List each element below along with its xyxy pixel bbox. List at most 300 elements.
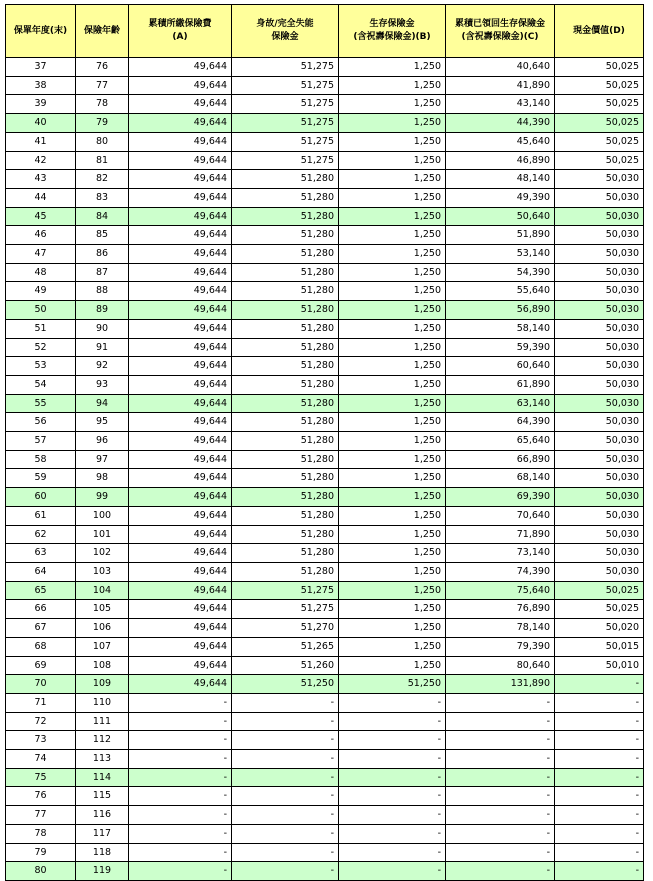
cell-cash-value: - bbox=[555, 693, 644, 712]
cell-death-benefit: 51,280 bbox=[232, 245, 339, 264]
cell-cash-value: 50,030 bbox=[555, 544, 644, 563]
cell-insured-age: 95 bbox=[76, 413, 129, 432]
cell-policy-year: 50 bbox=[6, 301, 76, 320]
cell-cash-value: 50,030 bbox=[555, 450, 644, 469]
cell-cumulative-survival-benefit: - bbox=[446, 750, 555, 769]
cell-cumulative-survival-benefit: - bbox=[446, 768, 555, 787]
cell-death-benefit: 51,280 bbox=[232, 357, 339, 376]
table-row bbox=[6, 862, 644, 881]
cell-survival-benefit: 1,250 bbox=[339, 263, 446, 282]
table-row bbox=[6, 806, 644, 825]
table-row bbox=[6, 319, 644, 338]
table-row bbox=[6, 301, 644, 320]
cell-policy-year: 68 bbox=[6, 637, 76, 656]
cell-cash-value: - bbox=[555, 806, 644, 825]
table-row bbox=[6, 95, 644, 114]
cell-death-benefit: 51,280 bbox=[232, 562, 339, 581]
cell-cumulative-premium: 49,644 bbox=[129, 600, 232, 619]
cell-policy-year: 41 bbox=[6, 132, 76, 151]
header-row bbox=[6, 5, 644, 58]
cell-death-benefit: 51,275 bbox=[232, 581, 339, 600]
cell-survival-benefit: - bbox=[339, 693, 446, 712]
cell-cumulative-survival-benefit: - bbox=[446, 787, 555, 806]
cell-cumulative-premium: - bbox=[129, 824, 232, 843]
table-row bbox=[6, 656, 644, 675]
cell-cash-value: - bbox=[555, 731, 644, 750]
cell-policy-year: 37 bbox=[6, 58, 76, 77]
cell-cumulative-survival-benefit: - bbox=[446, 731, 555, 750]
cell-survival-benefit: 1,250 bbox=[339, 432, 446, 451]
cell-cumulative-premium: 49,644 bbox=[129, 488, 232, 507]
cell-policy-year: 63 bbox=[6, 544, 76, 563]
header-cash-value: 現金價值(D) bbox=[555, 5, 644, 58]
cell-cumulative-survival-benefit: 79,390 bbox=[446, 637, 555, 656]
cell-insured-age: 92 bbox=[76, 357, 129, 376]
cell-survival-benefit: - bbox=[339, 843, 446, 862]
cell-death-benefit: 51,275 bbox=[232, 114, 339, 133]
cell-death-benefit: 51,265 bbox=[232, 637, 339, 656]
table-row bbox=[6, 76, 644, 95]
cell-cumulative-premium: 49,644 bbox=[129, 413, 232, 432]
cell-cash-value: 50,030 bbox=[555, 338, 644, 357]
cell-policy-year: 42 bbox=[6, 151, 76, 170]
cell-policy-year: 54 bbox=[6, 375, 76, 394]
cell-cumulative-survival-benefit: 59,390 bbox=[446, 338, 555, 357]
cell-cumulative-premium: 49,644 bbox=[129, 469, 232, 488]
cell-death-benefit: 51,280 bbox=[232, 469, 339, 488]
cell-cash-value: 50,010 bbox=[555, 656, 644, 675]
cell-survival-benefit: 51,250 bbox=[339, 675, 446, 694]
table-row bbox=[6, 787, 644, 806]
cell-cumulative-premium: 49,644 bbox=[129, 319, 232, 338]
cell-cumulative-survival-benefit: 75,640 bbox=[446, 581, 555, 600]
table-row bbox=[6, 562, 644, 581]
cell-cash-value: 50,025 bbox=[555, 132, 644, 151]
table-row bbox=[6, 525, 644, 544]
cell-policy-year: 40 bbox=[6, 114, 76, 133]
cell-policy-year: 45 bbox=[6, 207, 76, 226]
cell-cumulative-premium: - bbox=[129, 806, 232, 825]
table-row bbox=[6, 207, 644, 226]
table-row bbox=[6, 114, 644, 133]
cell-cumulative-premium: 49,644 bbox=[129, 357, 232, 376]
cell-cumulative-survival-benefit: 44,390 bbox=[446, 114, 555, 133]
cell-cumulative-premium: - bbox=[129, 768, 232, 787]
cell-survival-benefit: - bbox=[339, 731, 446, 750]
table-top-row-section bbox=[6, 58, 644, 77]
cell-cumulative-premium: 49,644 bbox=[129, 282, 232, 301]
table-row bbox=[6, 58, 644, 77]
cell-cumulative-premium: 49,644 bbox=[129, 188, 232, 207]
cell-policy-year: 53 bbox=[6, 357, 76, 376]
cell-survival-benefit: 1,250 bbox=[339, 394, 446, 413]
cell-death-benefit: - bbox=[232, 693, 339, 712]
cell-policy-year: 43 bbox=[6, 170, 76, 189]
cell-insured-age: 91 bbox=[76, 338, 129, 357]
table-row bbox=[6, 394, 644, 413]
table-row bbox=[6, 768, 644, 787]
cell-cash-value: 50,030 bbox=[555, 319, 644, 338]
cell-survival-benefit: 1,250 bbox=[339, 282, 446, 301]
cell-insured-age: 86 bbox=[76, 245, 129, 264]
cell-insured-age: 107 bbox=[76, 637, 129, 656]
cell-survival-benefit: 1,250 bbox=[339, 357, 446, 376]
cell-cash-value: 50,030 bbox=[555, 525, 644, 544]
cell-cumulative-survival-benefit: - bbox=[446, 824, 555, 843]
cell-survival-benefit: 1,250 bbox=[339, 338, 446, 357]
table-row bbox=[6, 750, 644, 769]
cell-policy-year: 58 bbox=[6, 450, 76, 469]
table-row bbox=[6, 226, 644, 245]
cell-cash-value: 50,025 bbox=[555, 114, 644, 133]
cell-cumulative-premium: 49,644 bbox=[129, 581, 232, 600]
header-death-benefit: 身故/完全失能 保險金 bbox=[232, 5, 339, 58]
cell-cumulative-premium: - bbox=[129, 843, 232, 862]
table-row bbox=[6, 731, 644, 750]
cell-insured-age: 76 bbox=[76, 58, 129, 77]
cell-death-benefit: 51,280 bbox=[232, 525, 339, 544]
cell-cumulative-premium: 49,644 bbox=[129, 245, 232, 264]
cell-insured-age: 109 bbox=[76, 675, 129, 694]
cell-cumulative-premium: - bbox=[129, 712, 232, 731]
cell-survival-benefit: 1,250 bbox=[339, 226, 446, 245]
table-row bbox=[6, 413, 644, 432]
cell-death-benefit: - bbox=[232, 768, 339, 787]
header-insured-age: 保險年齡 bbox=[76, 5, 129, 58]
cell-cash-value: - bbox=[555, 712, 644, 731]
cell-cumulative-survival-benefit: - bbox=[446, 693, 555, 712]
table-row bbox=[6, 637, 644, 656]
cell-survival-benefit: 1,250 bbox=[339, 488, 446, 507]
cell-survival-benefit: 1,250 bbox=[339, 151, 446, 170]
cell-cumulative-survival-benefit: 68,140 bbox=[446, 469, 555, 488]
cell-policy-year: 69 bbox=[6, 656, 76, 675]
cell-cumulative-survival-benefit: 41,890 bbox=[446, 76, 555, 95]
cell-survival-benefit: 1,250 bbox=[339, 245, 446, 264]
cell-cumulative-premium: 49,644 bbox=[129, 432, 232, 451]
cell-insured-age: 94 bbox=[76, 394, 129, 413]
cell-cash-value: - bbox=[555, 862, 644, 881]
cell-death-benefit: 51,280 bbox=[232, 413, 339, 432]
cell-policy-year: 77 bbox=[6, 806, 76, 825]
cell-insured-age: 81 bbox=[76, 151, 129, 170]
cell-policy-year: 67 bbox=[6, 619, 76, 638]
cell-policy-year: 55 bbox=[6, 394, 76, 413]
cell-policy-year: 71 bbox=[6, 693, 76, 712]
cell-insured-age: 87 bbox=[76, 263, 129, 282]
cell-cash-value: 50,030 bbox=[555, 469, 644, 488]
cell-cumulative-premium: 49,644 bbox=[129, 450, 232, 469]
cell-policy-year: 64 bbox=[6, 562, 76, 581]
cell-insured-age: 101 bbox=[76, 525, 129, 544]
table-body bbox=[6, 76, 644, 880]
cell-survival-benefit: 1,250 bbox=[339, 562, 446, 581]
cell-survival-benefit: 1,250 bbox=[339, 581, 446, 600]
cell-death-benefit: 51,280 bbox=[232, 301, 339, 320]
table-row bbox=[6, 151, 644, 170]
cell-insured-age: 110 bbox=[76, 693, 129, 712]
cell-insured-age: 84 bbox=[76, 207, 129, 226]
cell-survival-benefit: 1,250 bbox=[339, 114, 446, 133]
table-row bbox=[6, 619, 644, 638]
cell-cash-value: 50,025 bbox=[555, 151, 644, 170]
cell-cumulative-survival-benefit: 70,640 bbox=[446, 506, 555, 525]
cell-survival-benefit: 1,250 bbox=[339, 301, 446, 320]
cell-death-benefit: - bbox=[232, 750, 339, 769]
cell-cash-value: 50,030 bbox=[555, 263, 644, 282]
cell-cumulative-premium: 49,644 bbox=[129, 151, 232, 170]
cell-cash-value: 50,020 bbox=[555, 619, 644, 638]
cell-death-benefit: 51,280 bbox=[232, 432, 339, 451]
cell-insured-age: 77 bbox=[76, 76, 129, 95]
table-row bbox=[6, 488, 644, 507]
table-row bbox=[6, 544, 644, 563]
cell-cumulative-survival-benefit: 53,140 bbox=[446, 245, 555, 264]
cell-death-benefit: 51,260 bbox=[232, 656, 339, 675]
cell-cumulative-survival-benefit: 64,390 bbox=[446, 413, 555, 432]
cell-policy-year: 57 bbox=[6, 432, 76, 451]
cell-cash-value: 50,030 bbox=[555, 375, 644, 394]
cell-insured-age: 79 bbox=[76, 114, 129, 133]
cell-death-benefit: - bbox=[232, 731, 339, 750]
cell-cash-value: 50,030 bbox=[555, 226, 644, 245]
cell-policy-year: 47 bbox=[6, 245, 76, 264]
cell-cumulative-survival-benefit: 54,390 bbox=[446, 263, 555, 282]
cell-insured-age: 85 bbox=[76, 226, 129, 245]
cell-death-benefit: 51,280 bbox=[232, 375, 339, 394]
cell-cumulative-survival-benefit: 65,640 bbox=[446, 432, 555, 451]
cell-insured-age: 97 bbox=[76, 450, 129, 469]
cell-cumulative-survival-benefit: 55,640 bbox=[446, 282, 555, 301]
cell-cumulative-survival-benefit: 61,890 bbox=[446, 375, 555, 394]
cell-policy-year: 59 bbox=[6, 469, 76, 488]
cell-cash-value: 50,025 bbox=[555, 95, 644, 114]
cell-survival-benefit: 1,250 bbox=[339, 170, 446, 189]
cell-policy-year: 49 bbox=[6, 282, 76, 301]
table-row bbox=[6, 600, 644, 619]
table-row bbox=[6, 450, 644, 469]
cell-death-benefit: - bbox=[232, 787, 339, 806]
cell-cumulative-premium: 49,644 bbox=[129, 95, 232, 114]
cell-policy-year: 76 bbox=[6, 787, 76, 806]
cell-cumulative-survival-benefit: 74,390 bbox=[446, 562, 555, 581]
cell-cumulative-survival-benefit: 40,640 bbox=[446, 58, 555, 77]
cell-policy-year: 72 bbox=[6, 712, 76, 731]
cell-death-benefit: - bbox=[232, 824, 339, 843]
cell-death-benefit: - bbox=[232, 862, 339, 881]
cell-survival-benefit: 1,250 bbox=[339, 637, 446, 656]
cell-insured-age: 102 bbox=[76, 544, 129, 563]
cell-survival-benefit: 1,250 bbox=[339, 544, 446, 563]
cell-insured-age: 112 bbox=[76, 731, 129, 750]
table-row bbox=[6, 675, 644, 694]
cell-insured-age: 114 bbox=[76, 768, 129, 787]
cell-insured-age: 117 bbox=[76, 824, 129, 843]
cell-cash-value: 50,030 bbox=[555, 506, 644, 525]
cell-policy-year: 70 bbox=[6, 675, 76, 694]
cell-policy-year: 65 bbox=[6, 581, 76, 600]
cell-insured-age: 104 bbox=[76, 581, 129, 600]
header-cumulative-survival-benefit: 累積已領回生存保險金 (含祝壽保險金)(C) bbox=[446, 5, 555, 58]
cell-survival-benefit: 1,250 bbox=[339, 600, 446, 619]
table-row bbox=[6, 375, 644, 394]
cell-cash-value: 50,030 bbox=[555, 562, 644, 581]
cell-cumulative-survival-benefit: 60,640 bbox=[446, 357, 555, 376]
cell-cumulative-premium: 49,644 bbox=[129, 619, 232, 638]
cell-cash-value: 50,030 bbox=[555, 170, 644, 189]
cell-death-benefit: 51,280 bbox=[232, 488, 339, 507]
cell-insured-age: 105 bbox=[76, 600, 129, 619]
cell-death-benefit: 51,275 bbox=[232, 95, 339, 114]
cell-cumulative-premium: 49,644 bbox=[129, 656, 232, 675]
cell-cumulative-survival-benefit: - bbox=[446, 806, 555, 825]
cell-cumulative-survival-benefit: 71,890 bbox=[446, 525, 555, 544]
cell-survival-benefit: 1,250 bbox=[339, 132, 446, 151]
cell-cumulative-premium: - bbox=[129, 862, 232, 881]
cell-cumulative-survival-benefit: 73,140 bbox=[446, 544, 555, 563]
cell-insured-age: 80 bbox=[76, 132, 129, 151]
cell-survival-benefit: - bbox=[339, 806, 446, 825]
table-row bbox=[6, 824, 644, 843]
cell-cumulative-premium: 49,644 bbox=[129, 375, 232, 394]
cell-death-benefit: 51,280 bbox=[232, 188, 339, 207]
cell-cash-value: - bbox=[555, 787, 644, 806]
cell-survival-benefit: 1,250 bbox=[339, 58, 446, 77]
table-row bbox=[6, 506, 644, 525]
cell-cash-value: 50,030 bbox=[555, 432, 644, 451]
cell-policy-year: 56 bbox=[6, 413, 76, 432]
cell-cash-value: 50,030 bbox=[555, 301, 644, 320]
cell-policy-year: 73 bbox=[6, 731, 76, 750]
table-row bbox=[6, 581, 644, 600]
cell-cumulative-premium: 49,644 bbox=[129, 207, 232, 226]
cell-cash-value: 50,025 bbox=[555, 58, 644, 77]
cell-survival-benefit: 1,250 bbox=[339, 469, 446, 488]
header-policy-year: 保單年度(末) bbox=[6, 5, 76, 58]
cell-death-benefit: - bbox=[232, 712, 339, 731]
cell-cumulative-survival-benefit: 66,890 bbox=[446, 450, 555, 469]
cell-insured-age: 98 bbox=[76, 469, 129, 488]
cell-policy-year: 74 bbox=[6, 750, 76, 769]
cell-survival-benefit: 1,250 bbox=[339, 413, 446, 432]
cell-survival-benefit: - bbox=[339, 712, 446, 731]
cell-cumulative-survival-benefit: 78,140 bbox=[446, 619, 555, 638]
cell-survival-benefit: - bbox=[339, 787, 446, 806]
cell-cumulative-survival-benefit: 48,140 bbox=[446, 170, 555, 189]
cell-cumulative-premium: 49,644 bbox=[129, 506, 232, 525]
cell-cash-value: - bbox=[555, 843, 644, 862]
cell-insured-age: 108 bbox=[76, 656, 129, 675]
cell-death-benefit: - bbox=[232, 843, 339, 862]
cell-survival-benefit: 1,250 bbox=[339, 319, 446, 338]
cell-cumulative-premium: 49,644 bbox=[129, 338, 232, 357]
cell-cumulative-survival-benefit: 45,640 bbox=[446, 132, 555, 151]
cell-death-benefit: 51,280 bbox=[232, 226, 339, 245]
cell-cash-value: 50,025 bbox=[555, 581, 644, 600]
cell-insured-age: 111 bbox=[76, 712, 129, 731]
cell-insured-age: 106 bbox=[76, 619, 129, 638]
cell-policy-year: 52 bbox=[6, 338, 76, 357]
cell-cash-value: 50,030 bbox=[555, 357, 644, 376]
table-row bbox=[6, 282, 644, 301]
cell-survival-benefit: - bbox=[339, 824, 446, 843]
cell-death-benefit: 51,270 bbox=[232, 619, 339, 638]
cell-death-benefit: 51,280 bbox=[232, 207, 339, 226]
cell-cumulative-premium: 49,644 bbox=[129, 301, 232, 320]
cell-cumulative-premium: 49,644 bbox=[129, 114, 232, 133]
cell-death-benefit: 51,280 bbox=[232, 170, 339, 189]
cell-insured-age: 88 bbox=[76, 282, 129, 301]
cell-policy-year: 78 bbox=[6, 824, 76, 843]
table-row bbox=[6, 170, 644, 189]
cell-cash-value: 50,030 bbox=[555, 282, 644, 301]
cell-death-benefit: 51,280 bbox=[232, 544, 339, 563]
cell-cumulative-survival-benefit: 46,890 bbox=[446, 151, 555, 170]
insurance-benefit-table bbox=[5, 4, 644, 881]
cell-cumulative-survival-benefit: 56,890 bbox=[446, 301, 555, 320]
cell-cumulative-premium: 49,644 bbox=[129, 263, 232, 282]
table-row bbox=[6, 263, 644, 282]
cell-survival-benefit: 1,250 bbox=[339, 76, 446, 95]
cell-death-benefit: 51,280 bbox=[232, 506, 339, 525]
cell-cash-value: 50,025 bbox=[555, 600, 644, 619]
cell-death-benefit: 51,280 bbox=[232, 450, 339, 469]
cell-insured-age: 96 bbox=[76, 432, 129, 451]
cell-insured-age: 89 bbox=[76, 301, 129, 320]
cell-survival-benefit: 1,250 bbox=[339, 656, 446, 675]
cell-insured-age: 116 bbox=[76, 806, 129, 825]
cell-cumulative-premium: 49,644 bbox=[129, 76, 232, 95]
cell-policy-year: 46 bbox=[6, 226, 76, 245]
cell-policy-year: 60 bbox=[6, 488, 76, 507]
table-row bbox=[6, 338, 644, 357]
cell-cumulative-survival-benefit: 69,390 bbox=[446, 488, 555, 507]
table-row bbox=[6, 712, 644, 731]
cell-policy-year: 66 bbox=[6, 600, 76, 619]
header-survival-benefit: 生存保險金 (含祝壽保險金)(B) bbox=[339, 5, 446, 58]
cell-cash-value: 50,030 bbox=[555, 413, 644, 432]
cell-survival-benefit: 1,250 bbox=[339, 375, 446, 394]
table-row bbox=[6, 188, 644, 207]
cell-cumulative-survival-benefit: 58,140 bbox=[446, 319, 555, 338]
cell-policy-year: 38 bbox=[6, 76, 76, 95]
cell-survival-benefit: - bbox=[339, 862, 446, 881]
cell-cumulative-premium: 49,644 bbox=[129, 394, 232, 413]
cell-cumulative-premium: 49,644 bbox=[129, 637, 232, 656]
cell-insured-age: 100 bbox=[76, 506, 129, 525]
cell-cash-value: 50,030 bbox=[555, 207, 644, 226]
cell-insured-age: 119 bbox=[76, 862, 129, 881]
table-header bbox=[6, 5, 644, 58]
cell-cash-value: 50,025 bbox=[555, 76, 644, 95]
cell-insured-age: 113 bbox=[76, 750, 129, 769]
cell-insured-age: 82 bbox=[76, 170, 129, 189]
cell-cumulative-premium: - bbox=[129, 693, 232, 712]
cell-policy-year: 61 bbox=[6, 506, 76, 525]
cell-cumulative-premium: 49,644 bbox=[129, 525, 232, 544]
cell-cumulative-premium: 49,644 bbox=[129, 132, 232, 151]
cell-cumulative-survival-benefit: 76,890 bbox=[446, 600, 555, 619]
cell-cumulative-survival-benefit: - bbox=[446, 712, 555, 731]
cell-cumulative-survival-benefit: 50,640 bbox=[446, 207, 555, 226]
cell-survival-benefit: 1,250 bbox=[339, 525, 446, 544]
cell-cumulative-survival-benefit: - bbox=[446, 862, 555, 881]
cell-survival-benefit: - bbox=[339, 750, 446, 769]
cell-cash-value: 50,015 bbox=[555, 637, 644, 656]
cell-survival-benefit: 1,250 bbox=[339, 95, 446, 114]
cell-death-benefit: 51,280 bbox=[232, 263, 339, 282]
table-row bbox=[6, 357, 644, 376]
